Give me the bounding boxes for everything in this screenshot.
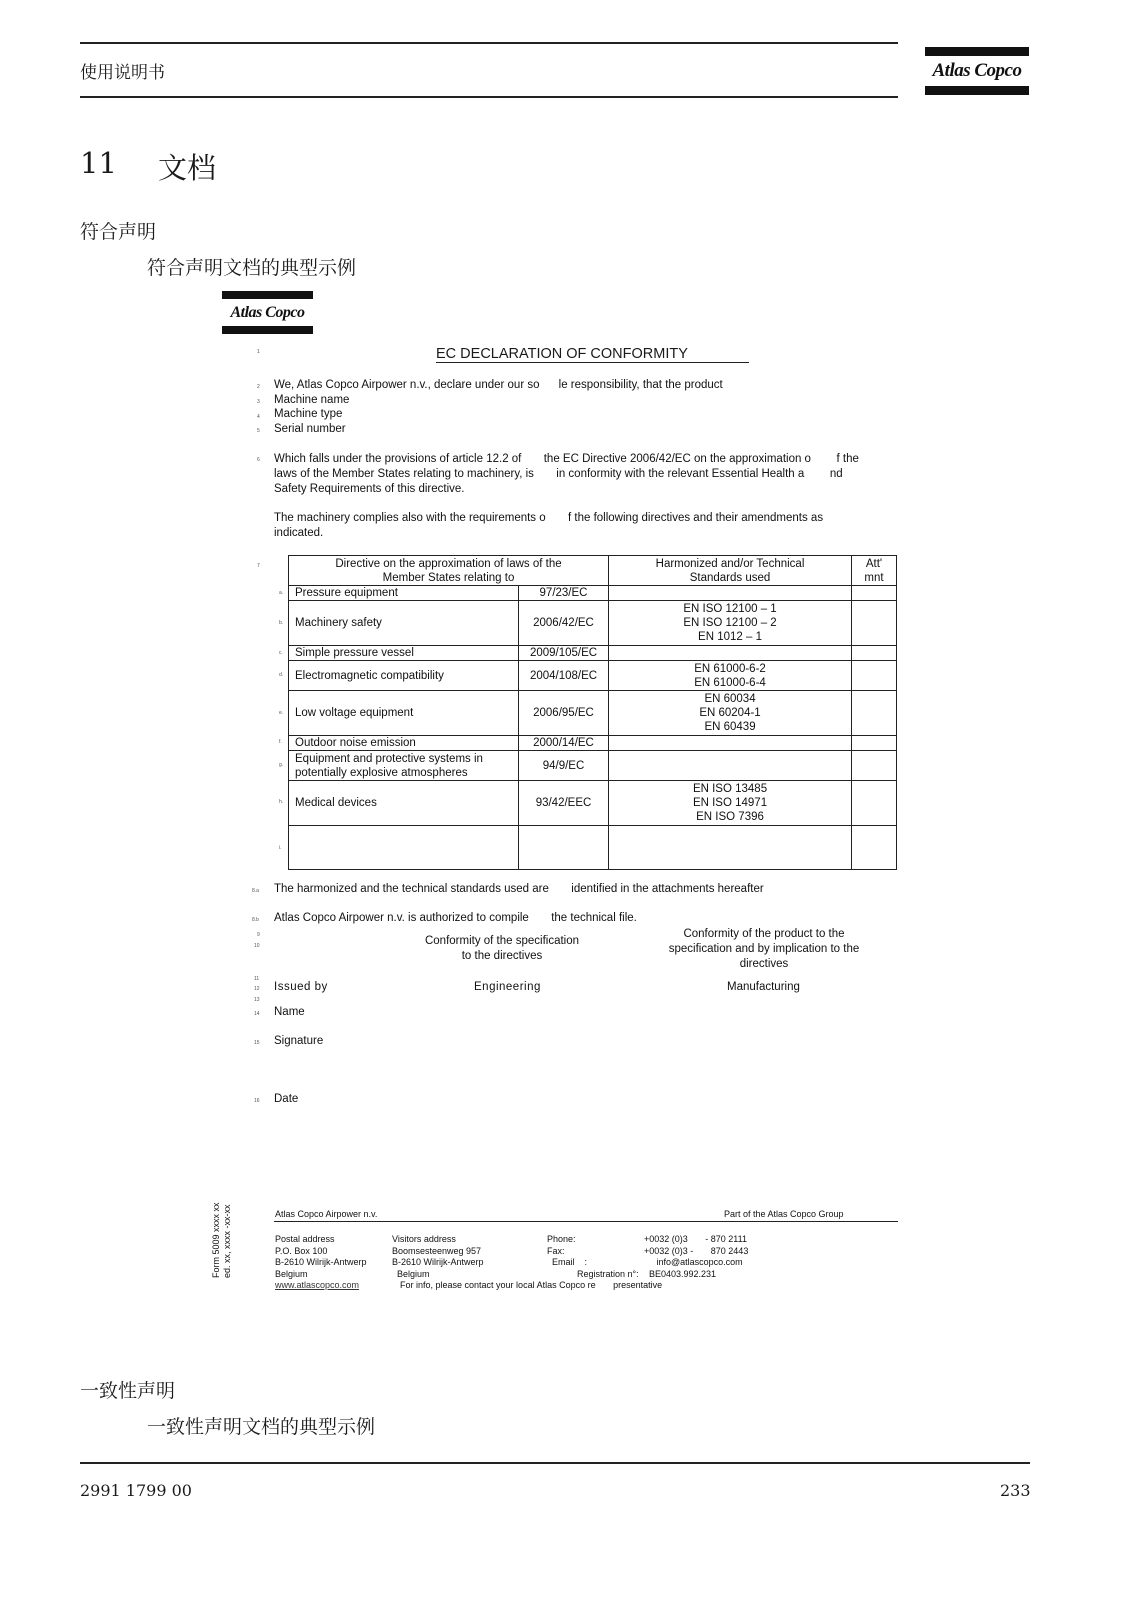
issued-by-label: Issued by <box>274 981 328 993</box>
directive-number: 2004/108/EC <box>519 661 609 691</box>
table-row <box>289 691 897 736</box>
note-8a: The harmonized and the technical standards used are identified in the attachments hereafter <box>274 883 764 895</box>
line-number: 7 <box>257 563 260 569</box>
footer-group: Part of the Atlas Copco Group <box>724 1209 844 1219</box>
date-label: Date <box>274 1093 299 1105</box>
name-label: Name <box>274 1006 305 1018</box>
directive-number: 97/23/EC <box>519 586 609 601</box>
directive-name: Medical devices <box>289 781 519 826</box>
table-row <box>289 826 897 870</box>
declaration-paragraph-1: Which falls under the provisions of article 12.2 of the EC Directive 2006/42/EC on the approximation o f the laws of the Member States relating to machinery, is in conformity with the relevant Essential Health a nd Safety Requirements of this directive. <box>274 453 859 495</box>
conformity-product: Conformity of the product to the specification and by implication to the directives <box>668 928 860 970</box>
directive-standards: EN ISO 13485 EN ISO 14971 EN ISO 7396 <box>609 781 852 826</box>
line-number: 12 <box>254 986 260 992</box>
directive-standards <box>609 751 852 781</box>
header-bottom-rule <box>80 96 898 98</box>
logo-text: Atlas Copco <box>932 60 1022 81</box>
table-row <box>289 586 897 601</box>
declaration-logo <box>222 291 313 334</box>
directive-number: 94/9/EC <box>519 751 609 781</box>
row-letter: d. <box>279 672 284 678</box>
directive-name <box>289 826 519 870</box>
directive-name: Machinery safety <box>289 601 519 646</box>
directive-standards: EN 60034 EN 60204-1 EN 60439 <box>609 691 852 736</box>
line-number: 13 <box>254 997 260 1003</box>
manufacturing-label: Manufacturing <box>727 981 800 993</box>
form-code: Form 5009 xxxx xx ed. xx, xxxx -xx-xx <box>211 1202 232 1278</box>
declaration-paragraph-2: The machinery complies also with the requirements o f the following directives and their amendments as indicated. <box>274 512 824 539</box>
declaration-logo-text: Atlas Copco <box>230 304 305 321</box>
header-attachment: Att' mnt <box>852 556 897 586</box>
header-title: 使用说明书 <box>80 63 165 83</box>
signature-label: Signature <box>274 1035 324 1047</box>
figure-caption-2: 一致性声明文档的典型示例 <box>147 1416 376 1438</box>
directive-attachment <box>852 826 897 870</box>
line-number: 11 <box>254 976 260 982</box>
directive-attachment <box>852 781 897 826</box>
line-number: 8.b <box>252 917 259 923</box>
line-number: 10 <box>254 943 260 949</box>
table-header-row <box>289 556 897 586</box>
header-top-rule <box>80 42 898 44</box>
row-letter: f. <box>279 739 282 745</box>
footer-contact-note: For info, please contact your local Atlas Copco re presentative <box>400 1280 663 1290</box>
footer-website: www.atlascopco.com <box>275 1280 360 1290</box>
field-machine-name: Machine name <box>274 394 350 406</box>
row-letter: b. <box>279 620 284 626</box>
directive-number: 2006/42/EC <box>519 601 609 646</box>
footer-company: Atlas Copco Airpower n.v. <box>275 1209 378 1219</box>
field-machine-type: Machine type <box>274 408 343 420</box>
figure-caption-1: 符合声明文档的典型示例 <box>147 257 357 279</box>
row-letter: h. <box>279 799 284 805</box>
line-number: 3 <box>257 399 260 405</box>
table-row <box>289 736 897 751</box>
directive-attachment <box>852 601 897 646</box>
footer-visitors: Visitors address Boomsesteenweg 957 B-2610 Wilrijk-Antwerp Belgium <box>392 1234 484 1279</box>
atlas-copco-logo <box>925 47 1029 97</box>
table-row <box>289 751 897 781</box>
header-directive: Directive on the approximation of laws of the Member States relating to <box>289 556 609 586</box>
section-title: 文档 <box>158 151 217 185</box>
table-row <box>289 781 897 826</box>
row-letter: a. <box>279 590 284 596</box>
directive-name: Low voltage equipment <box>289 691 519 736</box>
footer-contact-labels: Phone: Fax: Email : Registration n°: <box>547 1234 639 1279</box>
directive-name: Outdoor noise emission <box>289 736 519 751</box>
directive-number: 2009/105/EC <box>519 646 609 661</box>
directive-standards <box>609 736 852 751</box>
directive-number <box>519 826 609 870</box>
footer-rule <box>274 1221 898 1222</box>
line-number: 9 <box>257 932 260 938</box>
line-number: 2 <box>257 384 260 390</box>
directive-standards <box>609 586 852 601</box>
footer-contact-values: +0032 (0)3 - 870 2111 +0032 (0)3 - 870 2443 info@atlascopco.com BE0403.992.231 <box>644 1234 749 1279</box>
line-number: 8.a <box>252 888 259 894</box>
directive-attachment <box>852 736 897 751</box>
directive-attachment <box>852 646 897 661</box>
section-number: 11 <box>80 146 117 180</box>
line-number: 14 <box>254 1011 260 1017</box>
title-underline <box>436 362 749 363</box>
line-number: 15 <box>254 1040 260 1046</box>
line-number: 16 <box>254 1098 260 1104</box>
directive-number: 93/42/EEC <box>519 781 609 826</box>
directive-standards <box>609 646 852 661</box>
table-row <box>289 661 897 691</box>
row-letter: e. <box>279 710 284 716</box>
directive-standards <box>609 826 852 870</box>
row-letter: g. <box>279 762 284 768</box>
row-letter: i. <box>279 845 282 851</box>
directive-number: 2000/14/EC <box>519 736 609 751</box>
page-number: 233 <box>1000 1481 1031 1500</box>
line-number: 1 <box>257 349 260 355</box>
directive-standards: EN ISO 12100 – 1 EN ISO 12100 – 2 EN 1012 – 1 <box>609 601 852 646</box>
directive-attachment <box>852 751 897 781</box>
note-8b: Atlas Copco Airpower n.v. is authorized to compile the technical file. <box>274 912 637 924</box>
conformity-specification: Conformity of the specification to the directives <box>424 935 580 962</box>
subsection-heading-1: 符合声明 <box>80 221 157 243</box>
declaration-title: EC DECLARATION OF CONFORMITY <box>436 346 688 362</box>
footer-top-rule <box>80 1462 1030 1464</box>
engineering-label: Engineering <box>474 981 541 993</box>
row-letter: c. <box>279 650 283 656</box>
directive-attachment <box>852 586 897 601</box>
table-row <box>289 646 897 661</box>
footer-postal: Postal address P.O. Box 100 B-2610 Wilrijk-Antwerp Belgium <box>275 1234 367 1279</box>
directive-name: Pressure equipment <box>289 586 519 601</box>
directive-name: Simple pressure vessel <box>289 646 519 661</box>
directive-number: 2006/95/EC <box>519 691 609 736</box>
line-number: 4 <box>257 414 260 420</box>
table-row <box>289 601 897 646</box>
line-number: 6 <box>257 457 260 463</box>
directive-name: Electromagnetic compatibility <box>289 661 519 691</box>
directive-attachment <box>852 691 897 736</box>
subsection-heading-2: 一致性声明 <box>80 1380 176 1402</box>
field-serial-number: Serial number <box>274 423 346 435</box>
declaration-intro: We, Atlas Copco Airpower n.v., declare under our so le responsibility, that the product <box>274 379 723 391</box>
directive-standards: EN 61000-6-2 EN 61000-6-4 <box>609 661 852 691</box>
directives-table <box>288 555 897 870</box>
directive-attachment <box>852 661 897 691</box>
line-number: 5 <box>257 428 260 434</box>
directive-name: Equipment and protective systems in potentially explosive atmospheres <box>289 751 519 781</box>
header-standards: Harmonized and/or Technical Standards used <box>609 556 852 586</box>
document-number: 2991 1799 00 <box>80 1481 192 1500</box>
